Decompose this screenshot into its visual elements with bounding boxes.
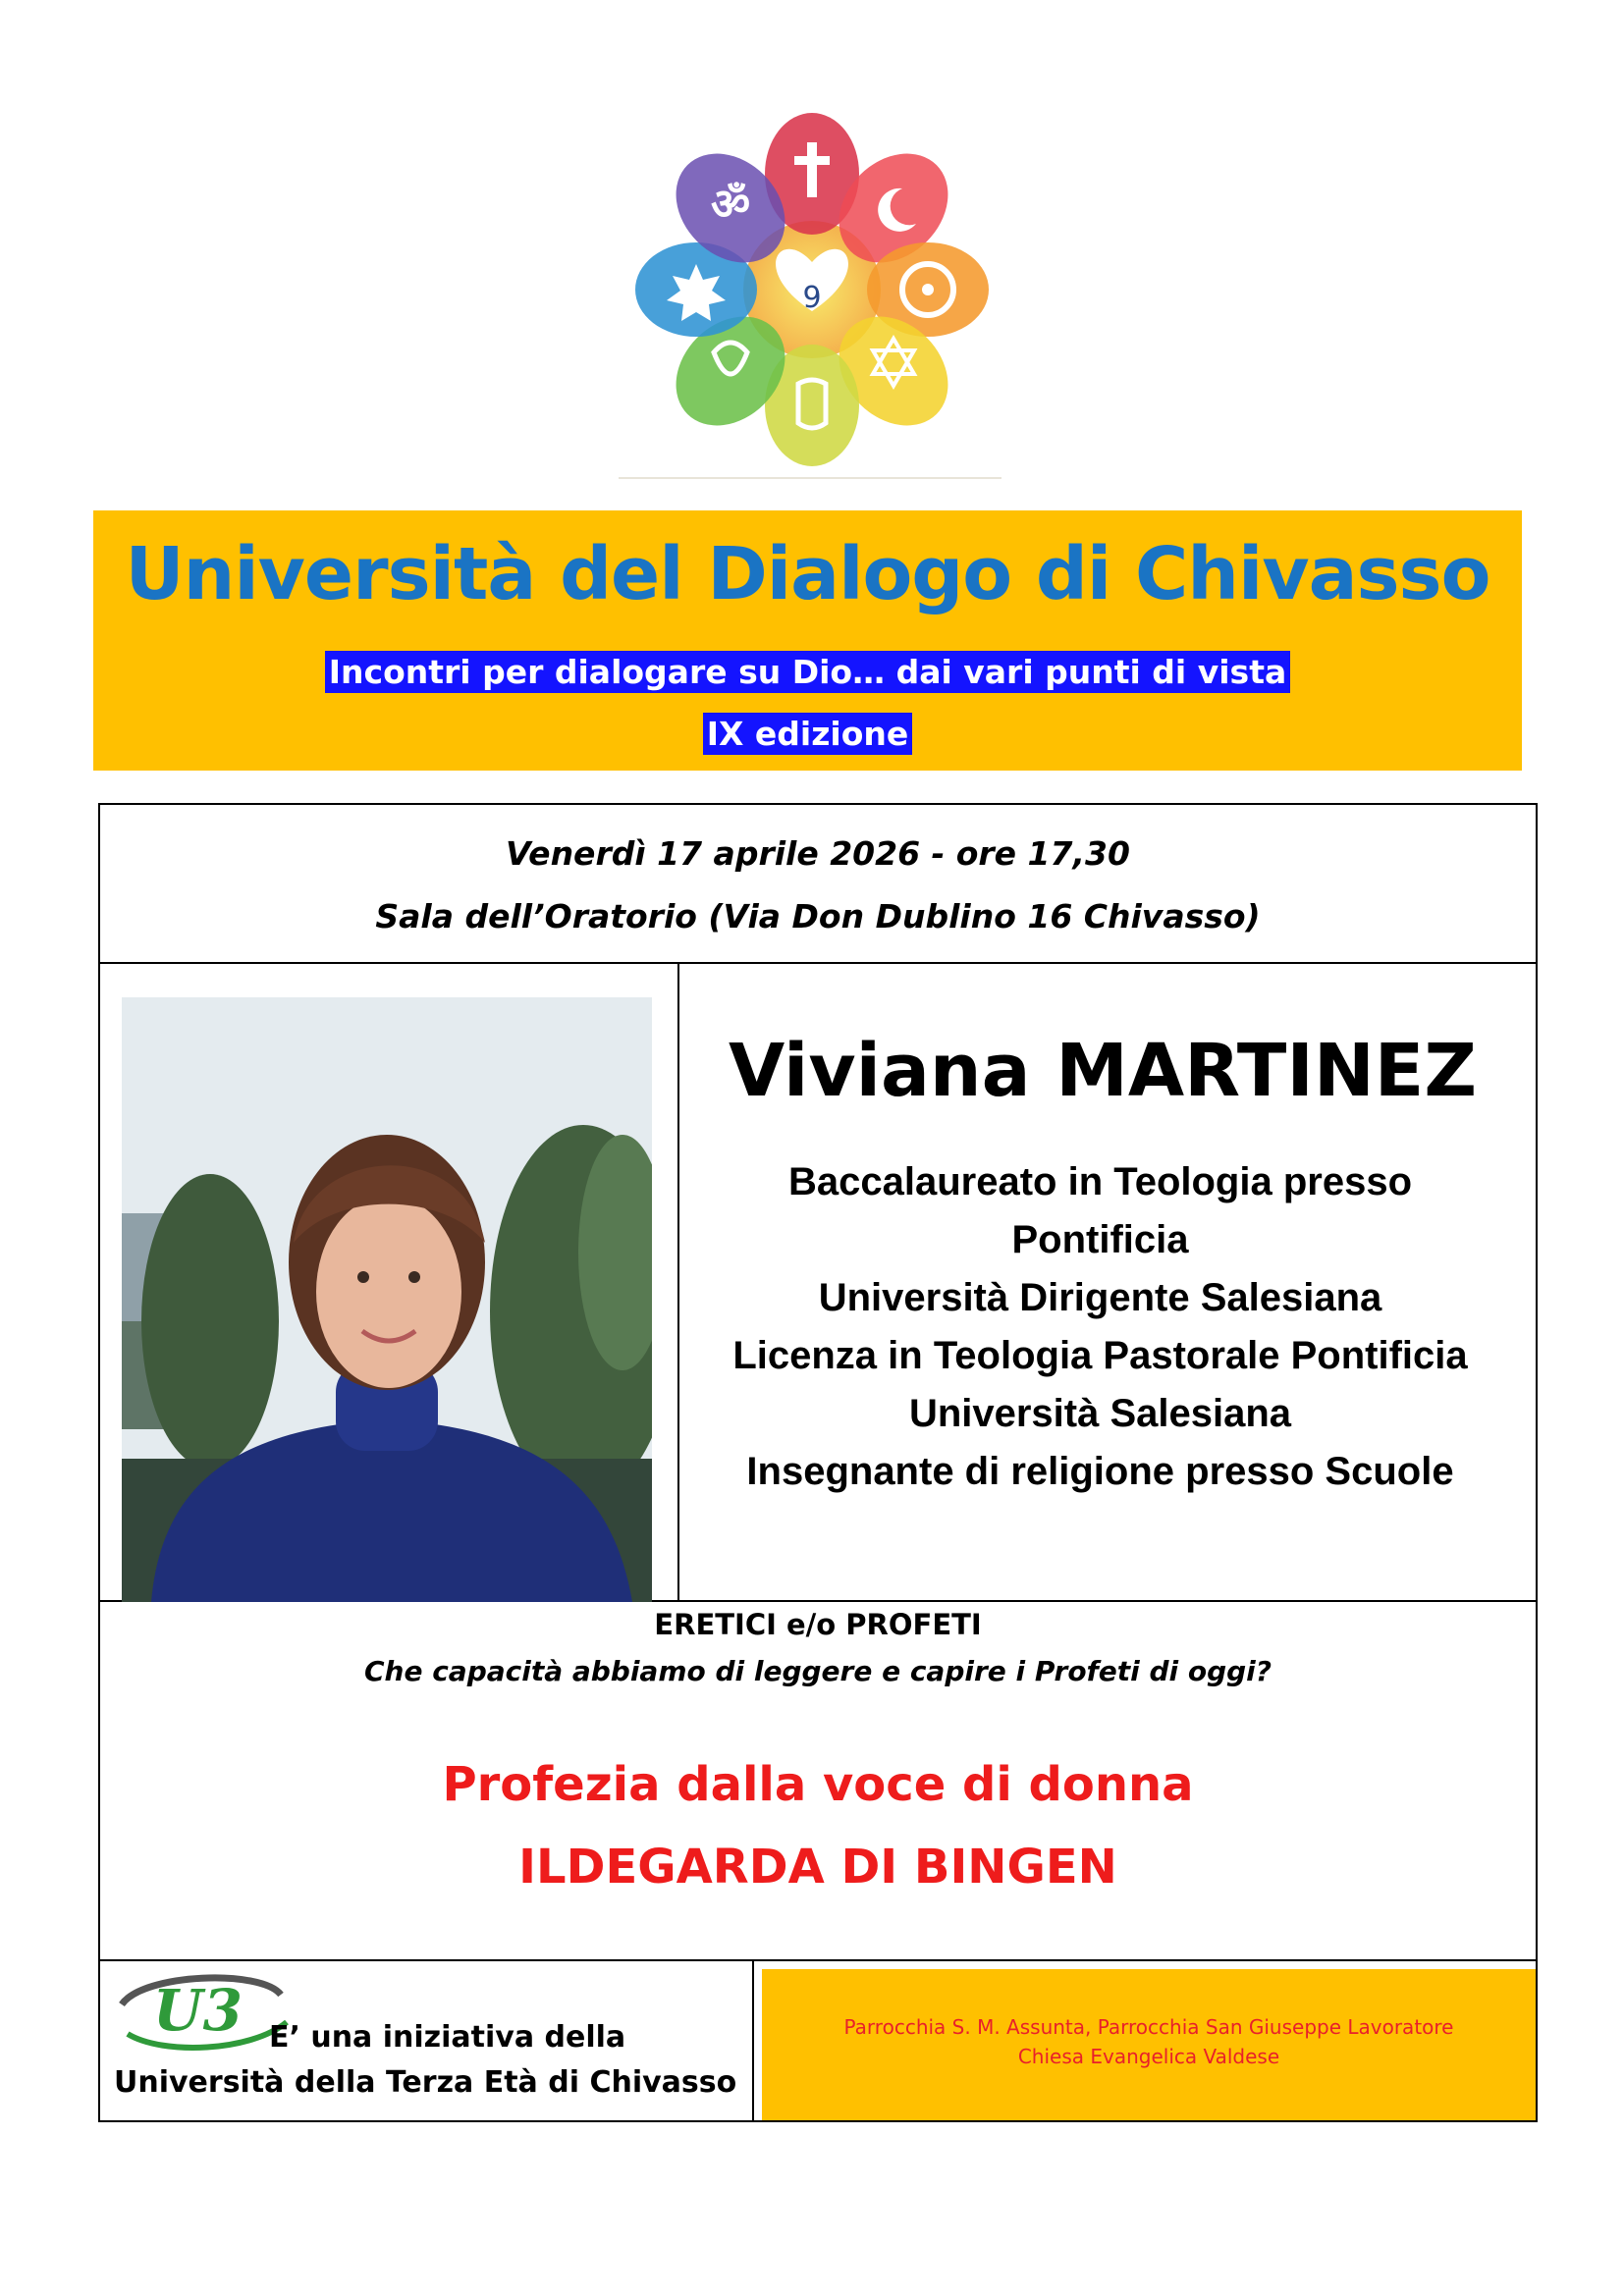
edition bbox=[93, 715, 1522, 753]
speaker-photo bbox=[122, 997, 652, 1602]
bio-line: Baccalaureato in Teologia presso bbox=[787, 1160, 1413, 1203]
bio-line: Insegnante di religione presso Scuole bbox=[746, 1450, 1454, 1493]
event-date-time: Venerdì 17 aprile 2026 - ore 17,30 bbox=[506, 834, 1130, 873]
svg-text:U3: U3 bbox=[153, 1977, 243, 2044]
page-title: Università del Dialogo di Chivasso bbox=[125, 532, 1490, 616]
bio-line: Pontificia bbox=[1011, 1218, 1189, 1261]
event-venue: Sala dell’Oratorio (Via Don Dublino 16 Chivasso) bbox=[375, 897, 1261, 935]
speaker-bio bbox=[675, 1153, 1526, 1501]
theme-question: Che capacità abbiamo di leggere e capire i Profeti di oggi? bbox=[363, 1655, 1272, 1687]
parishes-line1: Parrocchia S. M. Assunta, Parrocchia San Giuseppe Lavoratore bbox=[843, 2015, 1454, 2039]
bio-line: Università Dirigente Salesiana bbox=[818, 1276, 1382, 1319]
talk-subject: ILDEGARDA DI BINGEN bbox=[518, 1840, 1117, 1895]
svg-text:ॐ: ॐ bbox=[710, 180, 751, 230]
subtitle bbox=[93, 653, 1522, 691]
series-theme: ERETICI e/o PROFETI bbox=[654, 1608, 982, 1641]
parishes-box bbox=[762, 1969, 1536, 2120]
initiative-line1: E’ una iniziativa della bbox=[269, 2020, 626, 2055]
bio-line: Università Salesiana bbox=[908, 1392, 1292, 1435]
svg-text:9: 9 bbox=[802, 281, 822, 315]
edition-text: IX edizione bbox=[703, 713, 913, 755]
parishes-line2: Chiesa Evangelica Valdese bbox=[1017, 2045, 1280, 2068]
divider bbox=[100, 962, 1536, 964]
event-table bbox=[98, 803, 1538, 2122]
interfaith-flower-logo bbox=[621, 108, 1013, 491]
initiative-line2: Università della Terza Età di Chivasso bbox=[114, 2065, 737, 2100]
logo-baseline bbox=[619, 477, 1001, 479]
talk-title: Profezia dalla voce di donna bbox=[442, 1757, 1194, 1812]
divider bbox=[100, 1959, 1536, 1961]
subtitle-text: Incontri per dialogare su Dio… dai vari punti di vista bbox=[325, 651, 1290, 693]
speaker-name: Viviana MARTINEZ bbox=[729, 1029, 1477, 1113]
divider bbox=[752, 1959, 754, 2122]
bio-line: Licenza in Teologia Pastorale Pontificia bbox=[732, 1334, 1468, 1377]
header-banner bbox=[93, 510, 1522, 771]
